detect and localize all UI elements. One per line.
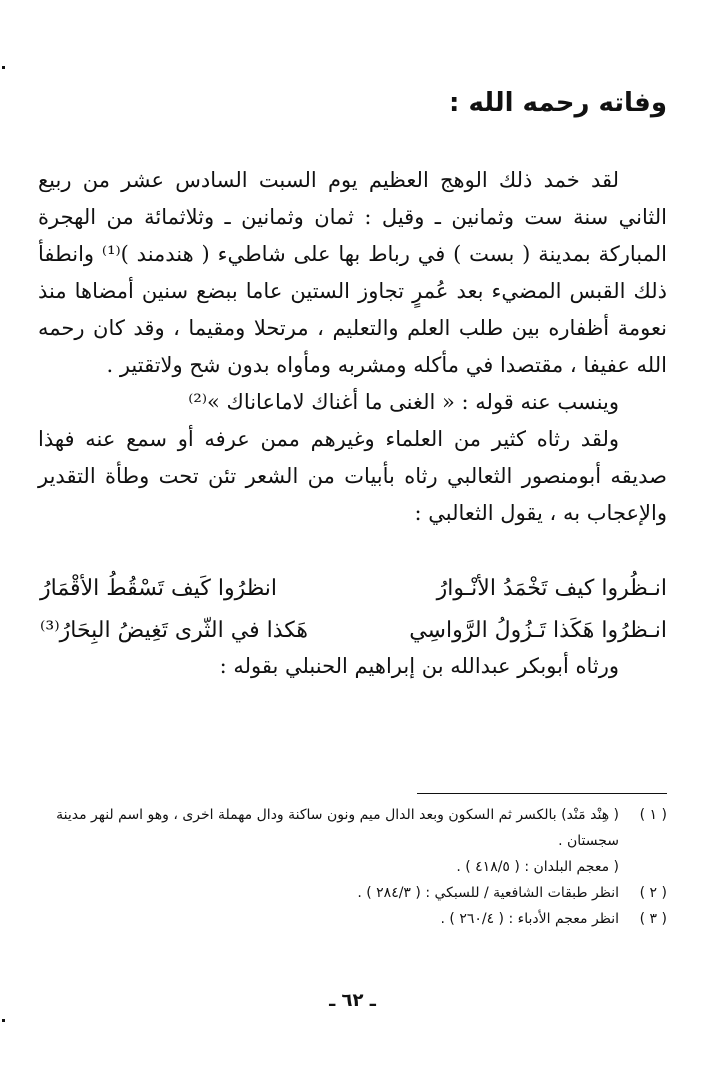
- footnotes: [38, 802, 667, 932]
- footnote-text: انظر طبقات الشافعية / للسبكي : ( ٢٨٤/٣ ) .: [357, 885, 619, 901]
- poem-verse: [40, 610, 667, 652]
- poem: [40, 568, 667, 652]
- footnote-text: انظر معجم الأدباء : ( ٢٦٠/٤ ) .: [440, 911, 619, 927]
- footnote: [38, 802, 667, 854]
- poem-hemistich-first: انـظُروا كيف تَخْمَدُ الأنْـوارُ: [436, 576, 667, 601]
- footnote-number: ( ٣ ): [639, 911, 667, 927]
- footnote-text: ( هِنْد مَنْد) بالكسر ثم السكون وبعد الدال ميم ونون ساكنة ودال مهملة اخرى ، وهو اسم لنهر مدينة سجستان .: [56, 807, 619, 849]
- poem-hemistich-second: هَكذا في الثّرى تَغِيضُ البِحَارُ⁽³⁾: [40, 618, 308, 643]
- scan-mark: [2, 66, 5, 69]
- paragraph-death: لقد خمد ذلك الوهج العظيم يوم السبت السادس عشر من ربيع الثاني سنة ست وثمانين ـ وقيل : ثمان وثمانين ـ وثلاثمائة من الهجرة المباركة بمدينة ( بست ) في رباط بها على شاطيء ( هندمند )⁽¹⁾ وانطفأ ذلك القبس المضيء بعد عُمرٍ تجاوز الستين عاما ببضع سنين أمضاها منذ نعومة أظفاره بين طلب العلم والتعليم ، مرتحلا ومقيما ، وقد كان رحمه الله عفيفا ، مقتصدا في مأكله ومشربه ومأواه بدون شح ولاتقتير .: [38, 168, 667, 377]
- section-heading: وفاته رحمه الله :: [449, 88, 667, 118]
- footnote: [38, 906, 667, 932]
- footnote-divider: [417, 793, 667, 794]
- footnote-number: [619, 854, 667, 880]
- poem-hemistich-first: انـظرُوا هَكَذا تَـزُولُ الرَّواسِي: [409, 618, 667, 643]
- scan-mark: [2, 1019, 5, 1022]
- paragraph-elegy-intro: ولقد رثاه كثير من العلماء وغيرهم ممن عرفه أو سمع عنه فهذا صديقه أبومنصور الثعالبي رثاه بأبيات من الشعر تئن تحت وطأة التقدير والإعجاب به ، يقول الثعالبي :: [38, 427, 667, 525]
- footnote: [38, 880, 667, 906]
- poem-verse: [40, 568, 667, 610]
- paragraph-second-elegy: ورثاه أبوبكر عبدالله بن إبراهيم الحنبلي بقوله :: [219, 654, 619, 678]
- footnote: [38, 854, 667, 880]
- paragraph-saying: وينسب عنه قوله : « الغنى ما أغناك لاماعاناك »⁽²⁾: [188, 390, 619, 414]
- page-number: ـ ٦٢ ـ: [329, 990, 376, 1011]
- footnote-text: ( معجم البلدان : ( ٤١٨/٥ ) .: [456, 859, 619, 875]
- body-text: [38, 162, 667, 532]
- footnote-number: ( ٢ ): [639, 885, 667, 901]
- footnote-number: ( ١ ): [639, 807, 667, 823]
- poem-hemistich-second: انظرُوا كَيف تَسْقُطُ الأقْمَارُ: [40, 576, 278, 601]
